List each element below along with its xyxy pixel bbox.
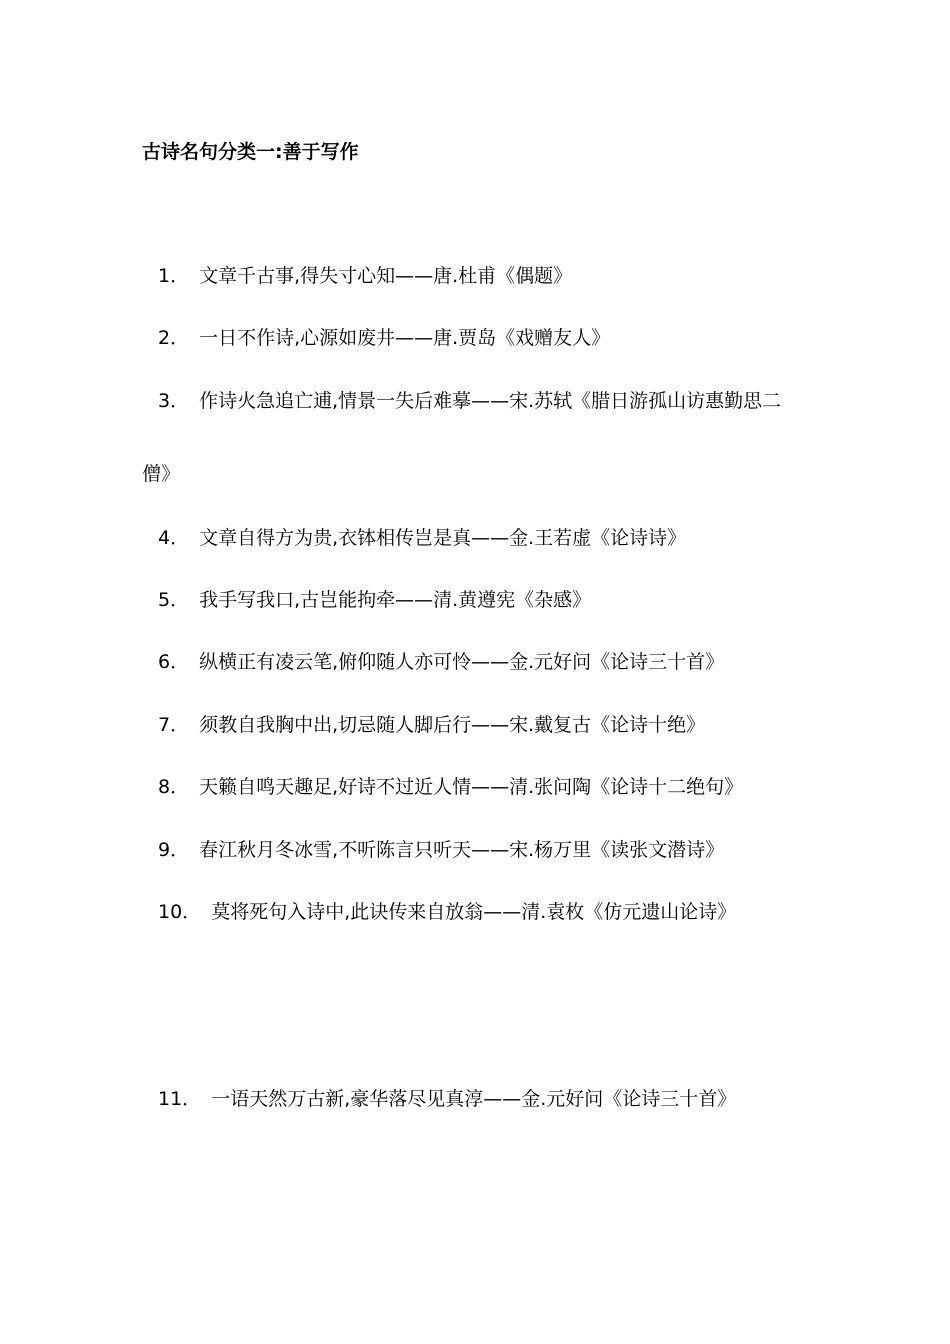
item-text: 纵横正有凌云笔,俯仰随人亦可怜——金.元好问《论诗三十首》 — [199, 651, 725, 673]
list-item — [158, 650, 724, 674]
list-item — [158, 1087, 736, 1111]
item-text: 文章自得方为贵,衣钵相传岂是真——金.王若虚《论诗诗》 — [199, 527, 687, 549]
item-number: 2． — [158, 327, 190, 349]
item-text: 莫将死句入诗中,此诀传来自放翁——清.袁枚《仿元遗山论诗》 — [211, 901, 737, 923]
list-item — [158, 900, 736, 924]
item-text: 须教自我胸中出,切忌随人脚后行——宋.戴复古《论诗十绝》 — [199, 714, 706, 736]
item-number: 11． — [158, 1088, 202, 1110]
list-item — [158, 588, 591, 612]
item-text: 我手写我口,古岂能拘牵——清.黄遵宪《杂感》 — [199, 589, 592, 611]
item-continuation: 僧》 — [142, 463, 181, 485]
item-text: 一语天然万古新,豪华落尽见真淳——金.元好问《论诗三十首》 — [211, 1088, 737, 1110]
document-title: 古诗名句分类一:善于写作 — [142, 141, 359, 163]
list-item — [158, 264, 572, 288]
item-number: 3． — [158, 390, 190, 412]
item-text: 一日不作诗,心源如废井——唐.贾岛《戏赠友人》 — [199, 327, 611, 349]
item-text: 天籁自鸣天趣足,好诗不过近人情——清.张问陶《论诗十二绝句》 — [199, 776, 744, 798]
list-item — [158, 389, 781, 413]
item-number: 5． — [158, 589, 190, 611]
list-item — [158, 713, 705, 737]
item-number: 9． — [158, 839, 190, 861]
item-number: 10． — [158, 901, 202, 923]
list-item — [158, 326, 610, 350]
list-item — [158, 838, 724, 862]
list-item — [158, 526, 686, 550]
item-number: 1． — [158, 265, 190, 287]
item-number: 4． — [158, 527, 190, 549]
item-text: 文章千古事,得失寸心知——唐.杜甫《偶题》 — [199, 265, 573, 287]
item-text: 作诗火急追亡逋,情景一失后难摹——宋.苏轼《腊日游孤山访惠勤思二 — [199, 390, 782, 412]
list-item — [158, 775, 743, 799]
item-number: 6． — [158, 651, 190, 673]
item-number: 8． — [158, 776, 190, 798]
item-text: 春江秋月冬冰雪,不听陈言只听天——宋.杨万里《读张文潜诗》 — [199, 839, 725, 861]
item-number: 7． — [158, 714, 190, 736]
